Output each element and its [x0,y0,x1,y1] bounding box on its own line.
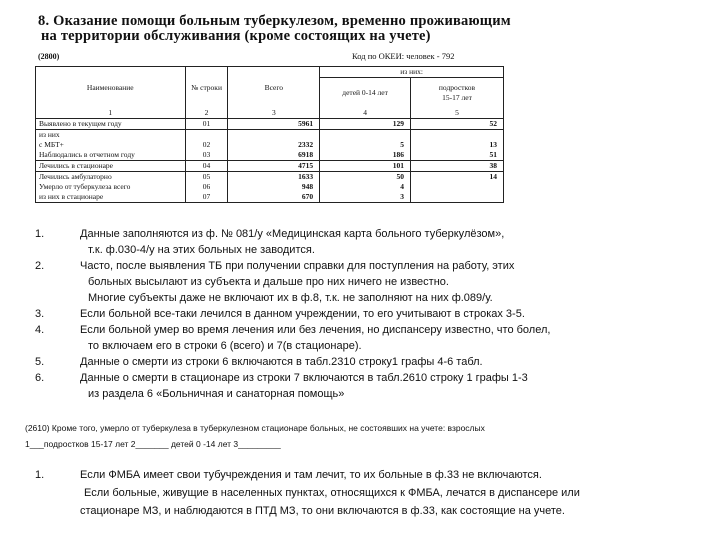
page-title [38,14,511,44]
cell-total: 1633 [228,172,320,183]
cell-no: 02 [185,140,228,150]
cell-no: 04 [185,161,228,172]
cell-name: Умерло от туберкулеза всего [36,182,186,192]
cell-name: Лечились в стационаре [36,161,186,172]
cell-children: 3 [320,192,411,203]
table-code: (2800) [38,52,60,61]
table-row [36,161,504,172]
cell-children: 50 [320,172,411,183]
list-text: Данные о смерти из строки 6 включаются в табл.2310 строку1 графы 4-6 табл. [80,356,483,368]
list-text: то включаем его в строки 6 (всего) и 7(в стационаре). [88,340,362,352]
column-number: 4 [320,108,411,119]
column-number: 1 [36,108,186,119]
cell-teens: 38 [411,161,504,172]
notes-list [35,226,675,402]
cell-teens: 14 [411,172,504,183]
list-number: 6. [35,372,45,384]
table-row [36,172,504,183]
list-number: 3. [35,308,45,320]
list-text: Данные о смерти в стационаре из строки 7 включаются в табл.2610 строку 1 графы 1-3 [80,372,528,384]
cell-total: 2332 [228,140,320,150]
form-2610-note [25,420,485,452]
note-line: (2610) Кроме того, умерло от туберкулеза в туберкулезном стационаре больных, не состоявших на учете: взрослых [25,423,485,433]
list-text: больных высылают из субъекта и дальше про них ничего не известно. [88,276,449,288]
cell-teens: 13 [411,140,504,150]
cell-total: 948 [228,182,320,192]
cell-name: Выявлено в текущем году [36,119,186,130]
header-name: Наименование [36,67,186,109]
cell-teens [411,182,504,192]
list-text: Данные заполняются из ф. № 081/у «Медицинская карта больного туберкулёзом», [80,228,505,240]
note-line: Если ФМБА имеет свои тубучреждения и там лечит, то их больные в ф.33 не включаются. [80,469,542,481]
cell-teens: 52 [411,119,504,130]
list-item [35,226,675,258]
cell-children: 4 [320,182,411,192]
cell-no: 03 [185,150,228,161]
cell-children: 101 [320,161,411,172]
table-row [36,182,504,192]
title-line: на территории обслуживания (кроме состоящих на учете) [41,28,431,44]
okei-code: Код по ОКЕИ: человек - 792 [352,51,455,61]
cell-name: из них [36,130,186,141]
cell-total: 6918 [228,150,320,161]
list-number: 2. [35,260,45,272]
header-row-no: № строки [185,67,228,109]
cell-children: 5 [320,140,411,150]
list-item [35,354,675,370]
table-row [36,119,504,130]
table-row [36,192,504,203]
cell-total [228,130,320,141]
title-line: 8. Оказание помощи больным туберкулезом, временно проживающим [38,13,511,29]
list-text: т.к. ф.030-4/у на этих больных не заводится. [88,244,315,256]
list-item [35,258,675,306]
data-table [35,66,504,203]
cell-children: 129 [320,119,411,130]
list-number: 1. [35,469,45,481]
column-number: 2 [185,108,228,119]
table-row [36,130,504,141]
cell-name: Наблюдались в отчетном году [36,150,186,161]
cell-name: Лечились амбулаторно [36,172,186,183]
list-number: 4. [35,324,45,336]
list-item [35,370,675,402]
table-row [36,150,504,161]
note-line: Если больные, живущие в населенных пунктах, относящихся к ФМБА, лечатся в диспансере или [84,487,580,499]
header-total: Всего [228,67,320,109]
cell-children: 186 [320,150,411,161]
list-item [35,322,675,354]
cell-teens [411,192,504,203]
header-children: детей 0-14 лет [320,78,411,109]
table-row [36,140,504,150]
cell-no: 06 [185,182,228,192]
cell-children [320,130,411,141]
header-of-them: из них: [320,67,504,78]
fmba-note [35,466,705,520]
list-text: Многие субъекты даже не включают их в ф.8, т.к. не заполняют на них ф.089/у. [88,292,493,304]
cell-total: 5961 [228,119,320,130]
note-line: стационаре МЗ, и наблюдаются в ПТД МЗ, то они включаются в ф.33, как состоящие на учете. [80,505,565,517]
cell-no: 05 [185,172,228,183]
cell-teens: 51 [411,150,504,161]
cell-name: из них в стационаре [36,192,186,203]
cell-teens [411,130,504,141]
note-line: 1___подростков 15-17 лет 2_______ детей 0 -14 лет 3_________ [25,439,281,449]
cell-no [185,130,228,141]
column-number: 3 [228,108,320,119]
header-teens: подростков 15-17 лет [411,78,504,109]
cell-name: с МБТ+ [36,140,186,150]
cell-total: 4715 [228,161,320,172]
list-text: из раздела 6 «Больничная и санаторная помощь» [88,388,345,400]
column-number: 5 [411,108,504,119]
list-text: Часто, после выявления ТБ при получении справки для поступления на работу, этих [80,260,515,272]
list-text: Если больной все-таки лечился в данном учреждении, то его учитывают в строках 3-5. [80,308,525,320]
list-number: 1. [35,228,45,240]
list-number: 5. [35,356,45,368]
list-text: Если больной умер во время лечения или без лечения, но диспансеру известно, что болел, [80,324,551,336]
cell-total: 670 [228,192,320,203]
cell-no: 07 [185,192,228,203]
list-item [35,306,675,322]
cell-no: 01 [185,119,228,130]
